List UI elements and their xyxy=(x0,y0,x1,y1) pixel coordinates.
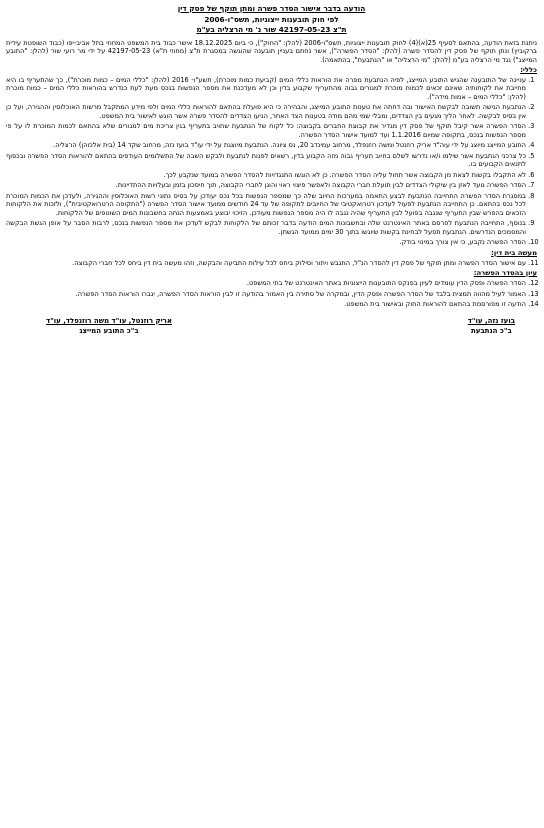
signature-plaintiff xyxy=(46,316,172,336)
signature-role: ב"כ התובע המייצג xyxy=(79,326,139,335)
signature-block xyxy=(6,316,537,336)
case-number: ת"צ 42197-05-23 שור נ' מי הרצליה בע"מ xyxy=(196,25,347,34)
list-item: 7. הסדר הפשרה נועד לאזן בין שיקולי הצדדים לבין תועלת חברי הקבוצה ולאפשר פיצוי ראוי והוגן לחברי הקבוצה, תוך חיסכון בזמן ובעלויות ההתדיינות. xyxy=(6,181,526,190)
list-item: 6. לא התקבלו בקשות לצאת מן הקבוצה אשר תחול עליה הסדר הפשרה. כן לא הוגשו התנגדויות להסדר הפשרה במועד שנקבע לכך. xyxy=(6,171,526,180)
signature-defendant xyxy=(468,316,515,336)
list-item: 12. הסדר הפשרה ופסק הדין עומדים לעיון בפנקס התובענות הייצוגיות באתר האינטרנט של בתי המשפט. xyxy=(6,279,526,288)
signature-name: אריק רוזנטל, עו"ד משה רוזנפלד, עו"ד xyxy=(46,316,172,325)
list-item: 2. הנתבעת הגישה תשובה לבקשת האישור ובה דחתה את טענות התובע המייצג, והבהירה כי היא פועלת בהתאם להוראות כללי המים ולפי מידע המתקבל מרשות האוכלוסין וההגירה, ועל כן אין בסיס לבקשה. לאחר הליך מגעים בין הצדדים, ומבלי שמי מהם מודה בטענות הצד האחר, הגיעו הצדדים להסדר פשרה אשר הוגש לאישור בית המשפט. xyxy=(6,103,526,120)
general-items-list xyxy=(6,76,537,247)
review-items-list xyxy=(6,279,537,309)
intro-paragraph: ניתנת בזאת הודעה, בהתאם לסעיף 25(א)(4) לחוק תובענות ייצוגיות, תשס"ו-2006 (להלן: "החוק"), כי ביום 18.12.2025 אישר כבוד בית המשפט המחוזי בתל אביב-יפו (כבוד השופטת עידית ברקוביץ) ונתן תוקף של פסק דין להסדר פשרה (להלן: "הסדר הפשרה"), אשר נחתם בעניין תובענה שהוגשה במסגרת ת"צ (מחוזי ת"א) 42197-05-23 על ידי מר רועי שור (להלן: "התובע המייצג") נגד מי הרצליה בע"מ (להלן: "מי הרצליה" או "הנתבעת", בהתאמה). xyxy=(6,38,537,64)
signature-role: ב"כ הנתבעת xyxy=(470,326,512,335)
notice-title: הודעה בדבר אישור הסדר פשרה ומתן תוקף של פסק דין xyxy=(177,4,366,13)
list-item: 1. עניינה של התובענה שהגיש התובע המייצג, לפיה הנתבעת מפרה את הוראות כללי המים (קביעת כמות מוכרת), תשע"ו- 2016 (להלן: "כללי המים – כמות מוכרת"), כך שהתעריף בו היא מחייבת את לקוחותיה שאינם זכאים לכמות מוכרת למגורים גבוה מהתעריף שקבוע בדין וכן לא מעדכנת את מספר הנפשות בנכס מעת לעת כנדרש בהוראות כללי המים – כמות מוכרת (להלן: "כללי המים – אמות מידה"). xyxy=(6,76,526,102)
list-item: 4. התובע המייצג מיוצג על ידי עוה"ד אריק רוזנטל ומשה רוזנפלד, מרחוב עמינדב 20, נס ציונה. הנתבעת מיוצגת על ידי עו"ד בועז נזה, מרחוב שקד 14 (בית אלכוהן) הרצליה. xyxy=(6,141,526,150)
ruling-items-list xyxy=(6,259,537,268)
list-item: 3. הסדר הפשרה אשר קיבל תוקף של פסק דין מגדיר את קבוצת החברים בקבוצה: כל לקוח של הנתבעת שחויב בתעריף בגין צריכת מים למגורים שלא בהתאם לכמות המוכרת לו על פי מספר הנפשות בנכס, בתקופה שמיום 1.1.2016 ועד למועד אישור הסדר הפשרה. xyxy=(6,122,526,139)
list-item: 5. כל צרכני הנתבעת אשר שילמו ו/או נדרשו לשלם בחיוב תעריף גבוה מזה הקבוע בדין, רשאים לפנות לנתבעת ולבקש השבה של התשלומים העודפים בהתאם להוראות הסדר הפשרה ובכפוף לתנאים הקבועים בו. xyxy=(6,152,526,169)
list-item: 10. הסדר הפשרה נקבע, כי אין צורך במינוי בודק. xyxy=(6,238,526,247)
list-item: 11. עם אישור הסדר הפשרה ומתן תוקף של פסק דין להסדר הנ"ל, התגבש ויתור וסילוק ביחס לכל עילות התביעה והבקשה, וזהו מעשה בית דין ביחס לכל חברי הקבוצה. xyxy=(6,259,526,268)
list-item: 8. במסגרת הסדר הפשרה התחייבה הנתבעת לבצע התאמה במערכות החיוב שלה כך שמספר הנפשות בכל נכס יעודכן על בסיס נתוני רשות האוכלוסין וההגירה, ולעדכן את הכמות המוכרת לכל נכס בהתאם. כן התחייבה הנתבעת לפעול לעדכון רטרואקטיבי של החיובים לתקופה של עד 24 חודשים ממועד אישור הסדר הפשרה ("התקופה הרטרואקטיבית"), ולזכות את הלקוחות הזכאים בהפרש שבין התעריף שנגבה בפועל לבין התעריף שהיה נגבה לו היה מספר הנפשות מעודכן. הזיכוי יבוצע באמצעות הנחה בחשבונות המים השוטפים של הלקוחות. xyxy=(6,192,526,218)
section-general-heading: כללי: xyxy=(520,65,537,74)
notice-law: לפי חוק תובענות ייצוגיות, תשס"ו-2006 xyxy=(204,14,339,24)
list-item: 14. הודעה זו מפורסמת בהתאם להוראות החוק ובאישור בית המשפט. xyxy=(6,300,526,309)
list-item: 9. בנוסף, התחייבה הנתבעת לפרסם באתר האינטרנט שלה ובחשבונות המים הודעה בדבר זכותם של הלקוחות לבקש לעדכן את מספר הנפשות בנכס, לרבות הסבר על אופן הגשת הבקשה והמסמכים הנדרשים. הנתבעת תפעל לבחינת בקשות שיוגשו בתוך 30 ימים ממועד הגשתן. xyxy=(6,219,526,236)
section-ruling-heading: מעשה בית דין: xyxy=(491,248,537,257)
section-review-heading: עיון בהסדר הפשרה: xyxy=(473,269,537,277)
list-item: 13. האמור לעיל מהווה תמצית בלבד של הסדר הפשרה ופסק הדין, ובמקרה של סתירה בין האמור בהודעה זו לבין הוראות הסדר הפשרה, יגברו הוראות הסדר הפשרה. xyxy=(6,290,526,299)
signature-name: בועז נזה, עו"ד xyxy=(467,316,515,325)
